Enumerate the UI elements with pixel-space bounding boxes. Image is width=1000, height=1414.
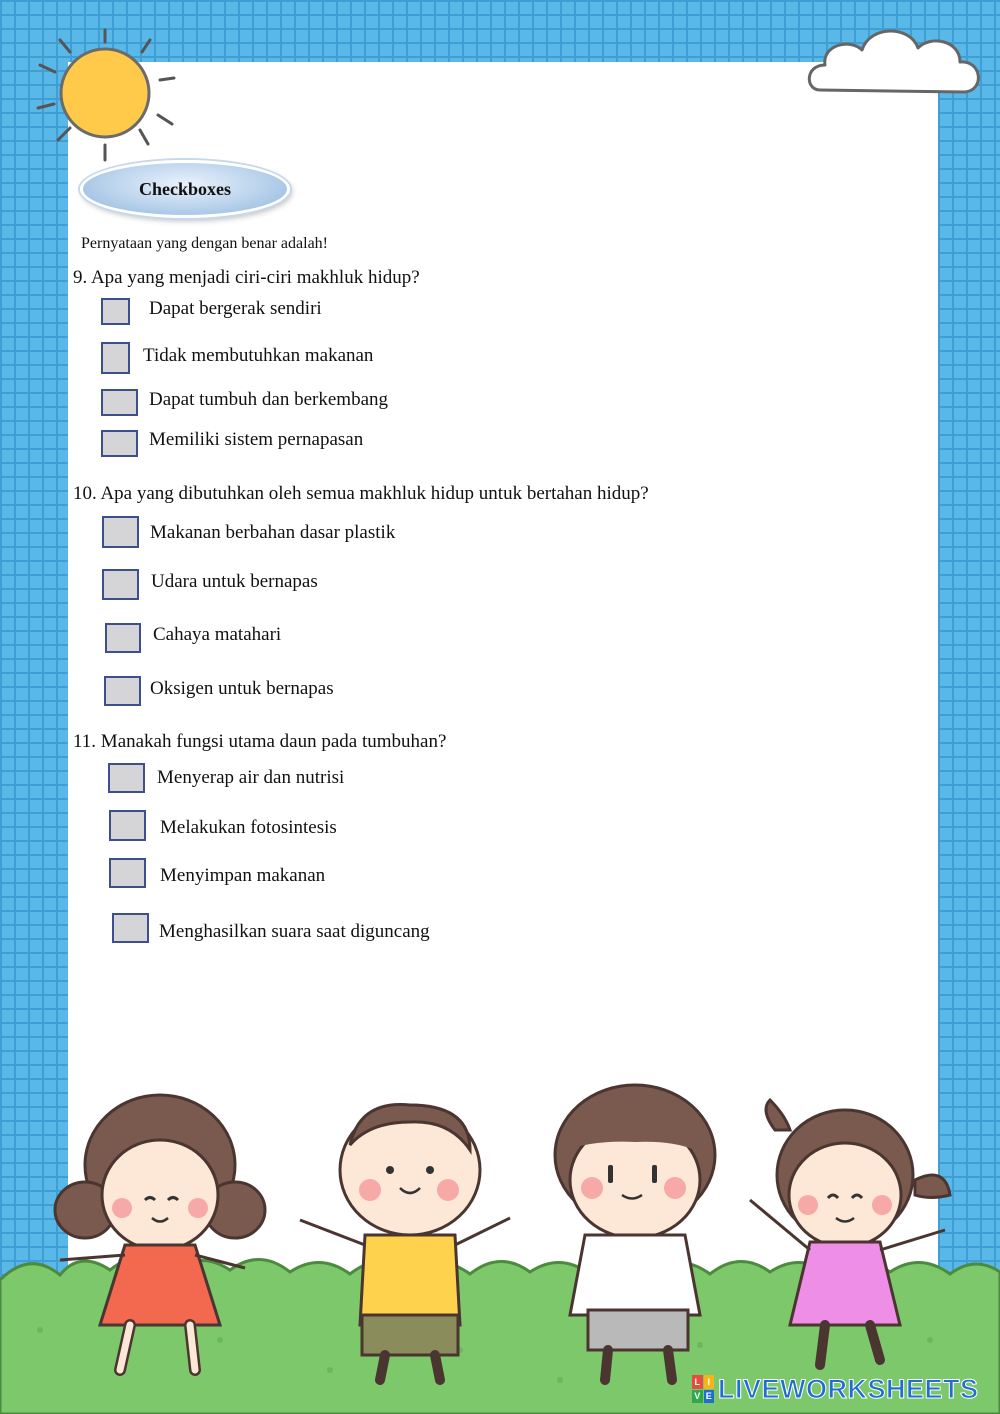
checkbox-q11-option-1[interactable] (108, 763, 145, 793)
checkbox-q9-option-2[interactable] (101, 342, 130, 374)
section-title-badge (80, 160, 290, 218)
checkbox-q9-option-3[interactable] (101, 389, 138, 416)
option-label: Dapat tumbuh dan berkembang (149, 389, 389, 410)
option-label: Menyerap air dan nutrisi (157, 767, 345, 788)
option-label: Memiliki sistem pernapasan (149, 429, 364, 450)
option-label: Tidak membutuhkan makanan (143, 345, 374, 366)
section-title: Checkboxes (138, 178, 231, 199)
option-label: Menyimpan makanan (160, 865, 326, 886)
checkbox-q11-option-3[interactable] (109, 858, 146, 888)
checkbox-q11-option-2[interactable] (109, 810, 146, 841)
option-label: Dapat bergerak sendiri (149, 298, 322, 319)
checkbox-q11-option-4[interactable] (112, 913, 149, 943)
brand-name: LIVEWORKSHEETS (718, 1373, 979, 1404)
question-9: 9. Apa yang menjadi ciri-ciri makhluk hidup? (73, 267, 420, 288)
children-illustration (0, 1060, 1000, 1414)
option-label: Melakukan fotosintesis (160, 817, 337, 838)
checkbox-q9-option-1[interactable] (101, 298, 130, 325)
liveworksheets-logo (692, 1372, 979, 1406)
option-label: Menghasilkan suara saat diguncang (159, 921, 430, 942)
cloud-illustration (800, 20, 990, 105)
question-10: 10. Apa yang dibutuhkan oleh semua makhluk hidup untuk bertahan hidup? (73, 483, 649, 504)
option-label: Oksigen untuk bernapas (150, 678, 334, 699)
option-label: Udara untuk bernapas (151, 571, 318, 592)
logo-badge-icon: L I V E (692, 1375, 714, 1403)
sun-illustration (30, 20, 180, 170)
checkbox-q10-option-3[interactable] (105, 623, 141, 653)
checkbox-q10-option-4[interactable] (104, 676, 141, 706)
option-label: Cahaya matahari (153, 624, 282, 645)
checkbox-q10-option-1[interactable] (102, 516, 139, 548)
checkbox-q10-option-2[interactable] (102, 569, 139, 600)
instruction-text: Pernyataan yang dengan benar adalah! (81, 235, 328, 252)
checkbox-q9-option-4[interactable] (101, 430, 138, 457)
question-11: 11. Manakah fungsi utama daun pada tumbuhan? (73, 731, 447, 752)
option-label: Makanan berbahan dasar plastik (150, 522, 396, 543)
